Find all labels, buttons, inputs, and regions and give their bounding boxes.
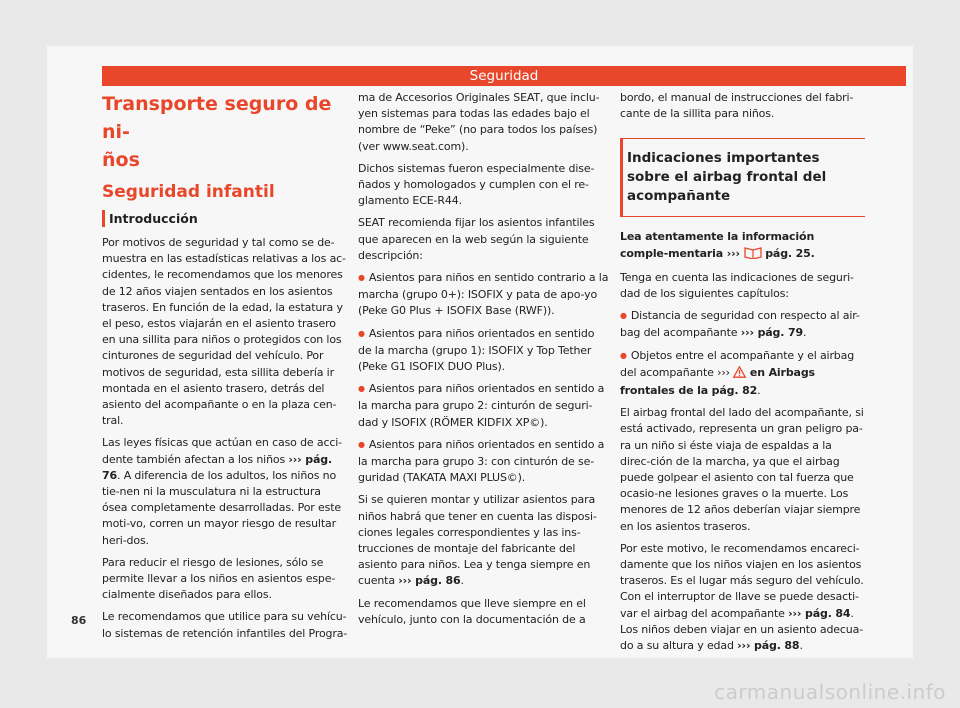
text: Por este motivo, le recomendamos encareci-damente que los niños viajen en los asientos traseros. Es el lugar más seguro del vehículo. Con el interruptor de llave se puede desacti-var el airbag del acompañante (620, 541, 864, 620)
paragraph: El airbag frontal del lado del acompañante, si está activado, representa un gran peligro pa-ra un niño si éste viaja de espaldas a la direc-ción de la marcha, ya que el airbag puede golpear el asiento con tal fuerza que ocasio-ne lesiones graves o la muerte. Los menores de 12 años deberían viajar siempre en los asientos traseros. (620, 406, 864, 533)
text: . (757, 384, 761, 398)
list-item (620, 308, 865, 341)
text: Lea atentamente la información comple-mentaria ››› (620, 230, 815, 260)
paragraph: SEAT recomienda fijar los asientos infantiles que aparecen en la web según la siguiente descripción: (358, 216, 595, 262)
page-reference-link[interactable]: ››› pág. 88 (737, 639, 800, 653)
page (47, 46, 913, 658)
list-item: ● Asientos para niños orientados en sentido a la marcha para grupo 3: con cinturón de se-guridad (TAKATA MAXI PLUS©). (358, 437, 611, 487)
paragraph: Para reducir el riesgo de lesiones, sólo se permite llevar a los niños en asientos espe-cialmente diseñados para ellos. (102, 555, 336, 602)
text: . (799, 639, 803, 653)
page-number: 86 (71, 614, 87, 627)
page-reference-link[interactable]: en Airbags frontales de la pág. 82 (620, 365, 815, 398)
warning-icon[interactable] (733, 366, 746, 383)
paragraph: Dichos sistemas fueron especialmente dise-ñados y homologados y cumplen con el re-glamento ECE-R44. (358, 161, 595, 208)
text: . (803, 326, 807, 340)
watermark: carmanualsonline.info (714, 680, 946, 704)
list-item (620, 348, 865, 400)
text: . (460, 574, 464, 588)
list-item: ● Asientos para niños orientados en sentido de la marcha (grupo 1): ISOFIX y Top Tether (Peke G1 ISOFIX DUO Plus). (358, 326, 611, 376)
paragraph: Le recomendamos que lleve siempre en el vehículo, junto con la documentación de a (358, 596, 586, 626)
page-reference-link[interactable]: ››› pág. 86 (398, 574, 461, 588)
paragraph: bordo, el manual de instrucciones del fabri-cante de la sillita para niños. (620, 91, 854, 121)
column-3 (620, 90, 865, 660)
paragraph: Por motivos de seguridad y tal como se de-muestra en las estadísticas relativas a los ac-cidentes, le recomendamos que los menores de 12 años viajen sentados en los asientos traseros. En función de la edad, la estatura y el peso, estos viajarán en el asiento trasero en una sillita para niños o protegidos con los cinturones de seguridad del vehículo. Por motivos de seguridad, esta sillita debería ir montada en el asiento trasero, detrás del asiento del acompañante o en la plaza cen-tral. (102, 236, 346, 428)
list-item: ● Asientos para niños en sentido contrario a la marcha (grupo 0+): ISOFIX y pata de apo-yo (Peke G0 Plus + ISOFIX Base (RWF)). (358, 270, 611, 320)
list-item: ● Asientos para niños orientados en sentido a la marcha para grupo 2: cinturón de seguri-dad y ISOFIX (RÖMER KIDFIX XP©). (358, 381, 611, 431)
text: . A diferencia de los adultos, los niños no tie-nen ni la musculatura ni la estructura ósea completamente desarrolladas. Por este moti-vo, corren un mayor riesgo de resultar heri-dos. (102, 468, 341, 547)
section-heading: Introducción (102, 210, 349, 227)
paragraph (620, 229, 865, 263)
section-header: Seguridad (102, 66, 906, 86)
page-title: Transporte seguro de ni- ños (102, 93, 332, 171)
page-reference-link[interactable]: ››› pág. 84 (788, 606, 851, 620)
paragraph (102, 435, 349, 548)
paragraph: Tenga en cuenta las indicaciones de seguri-dad de los siguientes capítulos: (620, 270, 854, 301)
book-icon[interactable] (744, 246, 762, 264)
page-reference-link[interactable]: ››› pág. 76 (102, 452, 332, 482)
text: . Los niños deben viajar en un asiento adecua-do a su altura y edad (620, 606, 864, 653)
text: Objetos entre el acompañante y el airbag del acompañante ››› (620, 348, 855, 379)
paragraph (358, 492, 611, 589)
column-1 (102, 90, 349, 648)
paragraph: ma de Accesorios Originales SEAT, que inclu-yen sistemas para todas las edades bajo el nombre de “Peke” (no para todos los países) (ver www.seat.com). (358, 91, 600, 153)
page-reference-link[interactable]: pág. 25 (761, 246, 811, 260)
column-2 (358, 90, 611, 634)
text: . (810, 246, 815, 260)
page-reference-link[interactable]: ››› pág. 79 (740, 326, 804, 340)
section-heading: Indicaciones importantes sobre el airbag frontal del acompañante (620, 138, 865, 217)
text: Si se quieren montar y utilizar asientos para niños habrá que tener en cuenta las disposi-ciones legales correspondientes y las ins-trucciones de montaje del fabricante del asiento para niños. Lea y tenga siempre en cuenta (358, 493, 597, 588)
paragraph (620, 541, 865, 654)
paragraph: Le recomendamos que utilice para su vehícu-lo sistemas de retención infantiles del Progra- (102, 610, 348, 640)
text: Las leyes físicas que actúan en caso de acci-dente también afectan a los niños (102, 436, 342, 466)
text: Distancia de seguridad con respecto al air-bag del acompañante (620, 309, 860, 340)
page-subtitle: Seguridad infantil (102, 182, 275, 202)
